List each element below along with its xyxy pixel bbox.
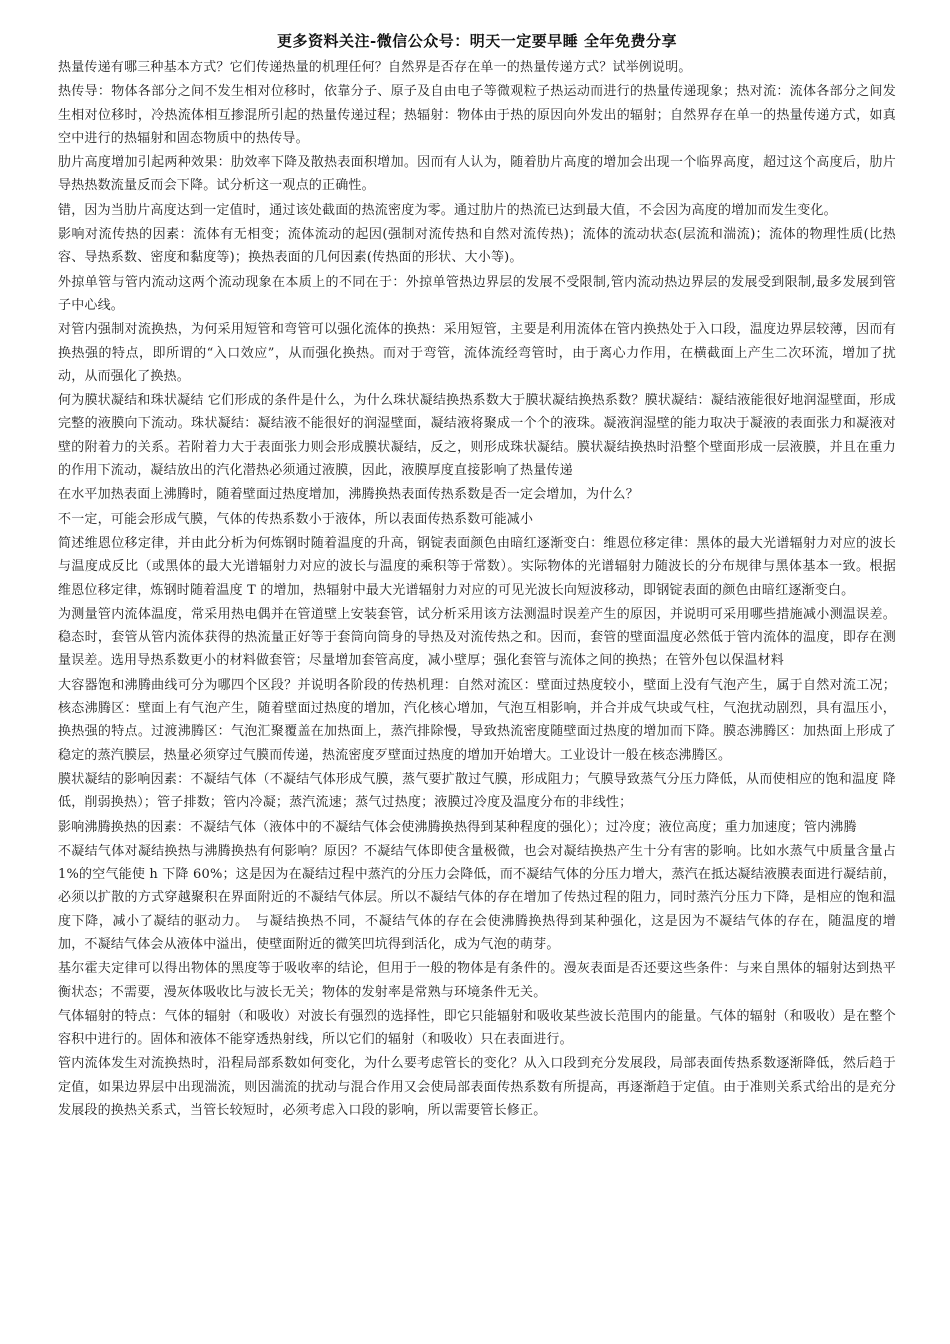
document-body — [58, 56, 896, 1122]
paragraph-19: 管内流体发生对流换热时，沿程局部系数如何变化，为什么要考虑管长的变化？从入口段到充分发展段，局部表面传热系数逐渐降低，然后趋于定值，如果边界层中出现湍流，则因湍流的扰动与混合作用又会使局部表面传热系数有所提高，再逐渐趋于定值。由于准则关系式给出的是充分发展段的换热关系式，当管长较短时，必须考虑入口段的影响，所以需要管长修正。 — [58, 1056, 896, 1119]
paragraph-11: 简述维恩位移定律，并由此分析为何炼钢时随着温度的升高，钢锭表面颜色由暗红逐渐变白：维恩位移定律：黑体的最大光谱辐射力对应的波长与温度成反比（或黑体的最大光谱辐射力对应的波长与温度的乘积等于常数）。实际物体的光谱辐射力随波长的分布规律与黑体基本一致。根据维恩位移定律，炼钢时随着温度 T 的增加，热辐射中最大光谱辐射力对应的可见光波长向短波移动，即钢锭表面的颜色由暗红逐渐变白。 — [58, 535, 896, 598]
paragraph-4: 错，因为当肋片高度达到一定值时，通过该处截面的热流密度为零。通过肋片的热流已达到最大值，不会因为高度的增加而发生变化。 — [58, 202, 837, 218]
paragraph-5: 影响对流传热的因素：流体有无相变；流体流动的起因(强制对流传热和自然对流传热)；流体的流动状态(层流和湍流)；流体的物理性质(比热容、导热系数、密度和黏度等)；换热表面的几何因素(传热面的形状、大小等)。 — [58, 227, 896, 266]
paragraph-7: 对管内强制对流换热，为何采用短管和弯管可以强化流体的换热：采用短管，主要是利用流体在管内换热处于入口段，温度边界层较薄，因而有换热强的特点，即所谓的“入口效应”，从而强化换热。而对于弯管，流体流经弯管时，由于离心力作用，在横截面上产生二次环流，增加了扰动，从而强化了换热。 — [58, 322, 896, 384]
paragraph-14: 膜状凝结的影响因素：不凝结气体（不凝结气体形成气膜，蒸气要扩散过气膜，形成阻力；气膜导致蒸气分压力降低，从而使相应的饱和温度 降低，削弱换热）；管子排数；管内冷凝；蒸汽流速；蒸气过热度；液膜过冷度及温度分布的非线性； — [58, 771, 896, 811]
page-header: 更多资料关注-微信公众号：明天一定要早睡 全年免费分享 — [277, 32, 677, 50]
paragraph-2: 热传导：物体各部分之间不发生相对位移时，依靠分子、原子及自由电子等微观粒子热运动而进行的热量传递现象；热对流：流体各部分之间发生相对位移时，冷热流体相互掺混所引起的热量传递过程；热辐射：物体由于热的原因向外发出的辐射；自然界存在单一的热量传递方式，如真空中进行的热辐射和固态物质中的热传导。 — [58, 84, 896, 146]
paragraph-1: 热量传递有哪三种基本方式？它们传递热量的机理任何？自然界是否存在单一的热量传递方式？试举例说明。 — [58, 60, 692, 75]
paragraph-17: 基尔霍夫定律可以得出物体的黑度等于吸收率的结论，但用于一般的物体是有条件的。漫灰表面是否还要这些条件：与来自黑体的辐射达到热平衡状态；不需要，漫灰体吸收比与波长无关；物体的发射率是常熟与环境条件无关。 — [58, 961, 896, 1000]
paragraph-12: 为测量管内流体温度，常采用热电偶并在管道壁上安装套管，试分析采用该方法测温时误差产生的原因，并说明可采用哪些措施减小测温误差。稳态时，套管从管内流体获得的热流量正好等于套筒向筒身的导热及对流传热之和。因而，套管的壁面温度必然低于管内流体的温度，即存在测量误差。选用导热系数更小的材料做套管；尽量增加套管高度，减小壁厚；强化套管与流体之间的换热；在管外包以保温材料 — [58, 606, 896, 669]
paragraph-16: 不凝结气体对凝结换热与沸腾换热有何影响？原因？不凝结气体即使含量极微，也会对凝结换热产生十分有害的影响。比如水蒸气中质量含量占 1%的空气能使 h 下降 60%；这是因为在凝结过程中蒸汽的分压力会降低，而不凝结气体的分压力增大，蒸汽在抵达凝结液膜表面进行凝结前，必须以扩散的方式穿越聚积在界面附近的不凝结气体层。所以不凝结气体的存在增加了传热过程的阻力，同时蒸汽分压力下降，是相应的饱和温度下降，减小了凝结的驱动力。 与凝结换热不同，不凝结气体的存在会使沸腾换热得到某种强化，这是因为不凝结气体的存在，随温度的增加，不凝结气体会从液体中溢出，使壁面附近的微笑凹坑得到活化，成为气泡的萌芽。 — [58, 843, 896, 952]
paragraph-6: 外掠单管与管内流动这两个流动现象在本质上的不同在于：外掠单管热边界层的发展不受限制,管内流动热边界层的发展受到限制,最多发展到管子中心线。 — [58, 274, 896, 313]
paragraph-13: 大容器饱和沸腾曲线可分为哪四个区段？并说明各阶段的传热机理：自然对流区：壁面过热度较小，壁面上没有气泡产生，属于自然对流工况；核态沸腾区：壁面上有气泡产生，随着壁面过热度的增加，汽化核心增加，气泡互相影响，并合并成气块或气柱，气泡扰动剧烈，具有温压小，换热强的特点。过渡沸腾区：气泡汇聚覆盖在加热面上，蒸汽排除慢，导致热流密度随壁面过热度的增加而下降。膜态沸腾区：加热面上形成了稳定的蒸汽膜层，热量必须穿过气膜而传递，热流密度歹壁面过热度的增加开始增大。工业设计一般在核态沸腾区。 — [58, 677, 896, 763]
paragraph-15: 影响沸腾换热的因素：不凝结气体（液体中的不凝结气体会使沸腾换热得到某种程度的强化）；过冷度；液位高度；重力加速度；管内沸腾 — [58, 819, 857, 835]
paragraph-3: 肋片高度增加引起两种效果：肋效率下降及散热表面积增加。因而有人认为，随着肋片高度的增加会出现一个临界高度，超过这个高度后，肋片导热热数流量反而会下降。试分析这一观点的正确性。 — [58, 155, 896, 194]
paragraph-10: 不一定，可能会形成气膜，气体的传热系数小于液体，所以表面传热系数可能减小 — [58, 511, 534, 527]
paragraph-9: 在水平加热表面上沸腾时，随着壁面过热度增加，沸腾换热表面传热系数是否一定会增加，为什么？ — [58, 487, 639, 503]
paragraph-18: 气体辐射的特点：气体的辐射（和吸收）对波长有强烈的选择性，即它只能辐射和吸收某些波长范围内的能量。气体的辐射（和吸收）是在整个容积中进行的。固体和液体不能穿透热射线，所以它们的辐射（和吸收）只在表面进行。 — [58, 1008, 896, 1048]
paragraph-8: 何为膜状凝结和珠状凝结 它们形成的条件是什么，为什么珠状凝结换热系数大于膜状凝结换热系数？膜状凝结：凝结液能很好地润湿壁面，形成完整的液膜向下流动。珠状凝结：凝结液不能很好的润湿壁面，凝结液将聚成一个个的液珠。凝液润湿壁的能力取决于凝液的表面张力和凝液对壁的附着力的关系。若附着力大于表面张力则会形成膜状凝结，反之，则形成珠状凝结。膜状凝结换热时沿整个壁面形成一层液膜，并且在重力的作用下流动，凝结放出的汽化潜热必须通过液膜，因此，液膜厚度直接影响了热量传递 — [58, 393, 896, 479]
